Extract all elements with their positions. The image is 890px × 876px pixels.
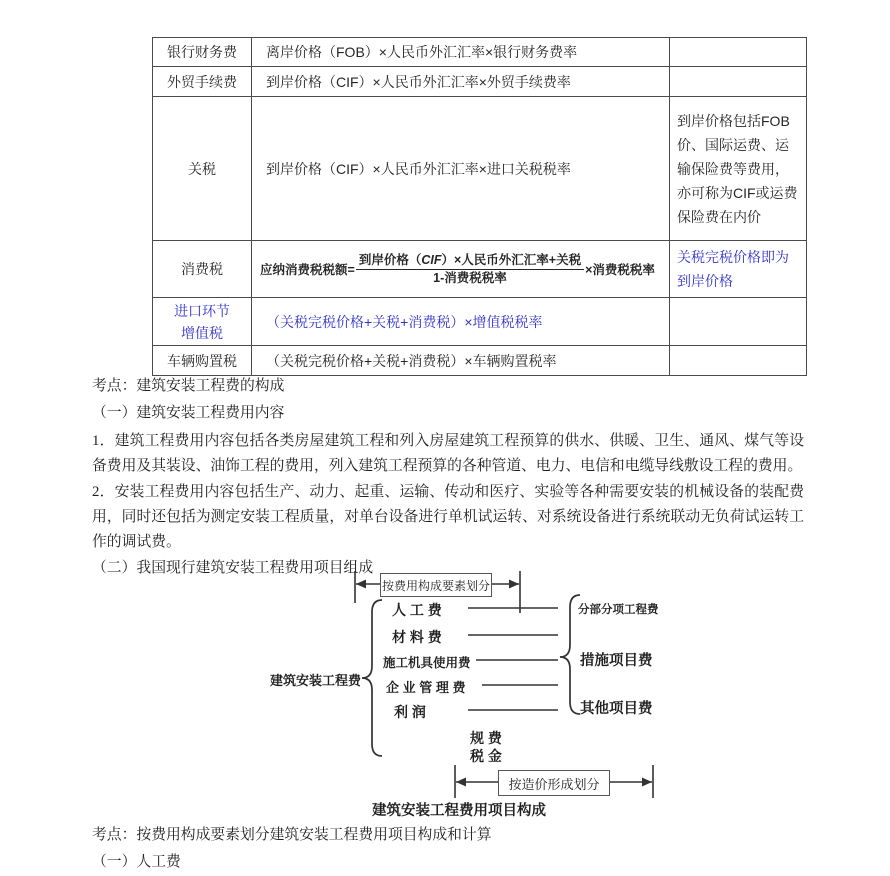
fee-note: 关税完税价格即为到岸价格 — [670, 241, 807, 298]
element-machinery: 施工机具使用费 — [383, 656, 471, 670]
heading-3: （一）人工费 — [92, 854, 181, 871]
right-brace — [560, 595, 580, 714]
table-row — [153, 241, 807, 298]
notes-section-bottom — [92, 823, 804, 876]
bottom-left-arrowhead-icon — [456, 778, 466, 787]
paragraph-2: 2．安装工程费用内容包括生产、动力、起重、运输、传动和医疗、实验等各种需要安装的机械设备的装配费用，同时还包括为测定安装工程质量，对单台设备进行单机试运转、对系统设备进行系统联动无负荷试运转工作的调试费。 — [92, 483, 804, 551]
table-row — [153, 67, 807, 97]
fee-name-line2: 增值税 — [181, 324, 223, 341]
fee-formula: 到岸价格（CIF）×人民币外汇汇率×外贸手续费率 — [252, 67, 670, 97]
formula-suffix: ×消费税税率 — [585, 263, 655, 277]
table-row — [153, 298, 807, 346]
fee-note: 到岸价格包括FOB价、国际运费、运输保险费等费用，亦可称为CIF或运费保险费在内价 — [670, 97, 807, 241]
notes-section-top — [92, 374, 804, 581]
group-other-items: 其他项目费 — [580, 701, 653, 717]
exam-topic-1: 考点：建筑安装工程费的构成 — [92, 378, 285, 394]
fee-formula: （关税完税价格+关税+消费税）×增值税税率 — [252, 298, 670, 346]
heading-1: （一）建筑安装工程费用内容 — [92, 405, 285, 422]
fee-composition-diagram — [0, 565, 890, 823]
diagram-caption: 建筑安装工程费用项目构成 — [372, 803, 546, 819]
fee-name: 外贸手续费 — [153, 67, 252, 97]
formula-prefix: 应纳消费税税额= — [260, 263, 355, 277]
left-brace — [362, 600, 382, 756]
fee-name: 消费税 — [153, 241, 252, 298]
fee-note — [670, 67, 807, 97]
element-profit: 利 润 — [394, 704, 426, 720]
top-axis-label-box: 按费用构成要素划分 — [380, 573, 492, 597]
numerator-post: ）×人民币外汇汇率+关税 — [441, 252, 582, 267]
fraction-denominator: 1-消费税税率 — [433, 270, 507, 285]
fee-name: 关税 — [153, 97, 252, 241]
fee-name: 银行财务费 — [153, 38, 252, 67]
group-divisional-works: 分部分项工程费 — [578, 604, 659, 616]
fraction-numerator — [356, 252, 584, 270]
paragraph-1: 1．建筑工程费用内容包括各类房屋建筑工程和列入房屋建筑工程预算的供水、供暖、卫生、通风、煤气等设备费用及其装设、油饰工程的费用，列入建筑工程预算的各种管道、电力、电信和电缆导线敷设工程的费用。 — [92, 432, 804, 475]
element-material: 材 料 费 — [392, 629, 442, 645]
numerator-pre: 到岸价格（ — [358, 252, 422, 267]
fee-note — [670, 298, 807, 346]
numerator-cif: CIF — [421, 252, 442, 267]
fee-note — [670, 346, 807, 376]
fee-name-line1: 进口环节 — [174, 302, 230, 319]
element-management: 企 业 管 理 费 — [386, 680, 466, 695]
fee-name: 车辆购置税 — [153, 346, 252, 376]
fee-formula: （关税完税价格+关税+消费税）×车辆购置税率 — [252, 346, 670, 376]
table-row — [153, 346, 807, 376]
consumption-tax-formula — [260, 252, 668, 287]
table-row — [153, 38, 807, 67]
table-row — [153, 97, 807, 241]
bottom-axis-label-box: 按造价形成划分 — [498, 770, 610, 796]
fraction — [356, 252, 584, 287]
fee-note — [670, 38, 807, 67]
top-left-arrowhead-icon — [356, 580, 366, 589]
exam-topic-2: 考点：按费用构成要素划分建筑安装工程费用项目构成和计算 — [92, 827, 492, 843]
top-right-arrowhead-icon — [509, 580, 519, 589]
import-tax-fee-table — [152, 37, 807, 376]
fee-formula: 到岸价格（CIF）×人民币外汇汇率×进口关税税率 — [252, 97, 670, 241]
element-labor: 人 工 费 — [392, 602, 442, 618]
root-label: 建筑安装工程费 — [270, 673, 362, 688]
fee-name — [153, 298, 252, 346]
fee-formula-fraction — [252, 241, 670, 298]
element-taxes: 税 金 — [470, 748, 502, 764]
heading-2: （二）我国现行建筑安装工程费用项目组成 — [92, 559, 374, 576]
element-fees: 规 费 — [470, 730, 502, 746]
fee-formula: 离岸价格（FOB）×人民币外汇汇率×银行财务费率 — [252, 38, 670, 67]
group-measure-items: 措施项目费 — [580, 653, 653, 669]
bottom-right-arrowhead-icon — [642, 778, 652, 787]
